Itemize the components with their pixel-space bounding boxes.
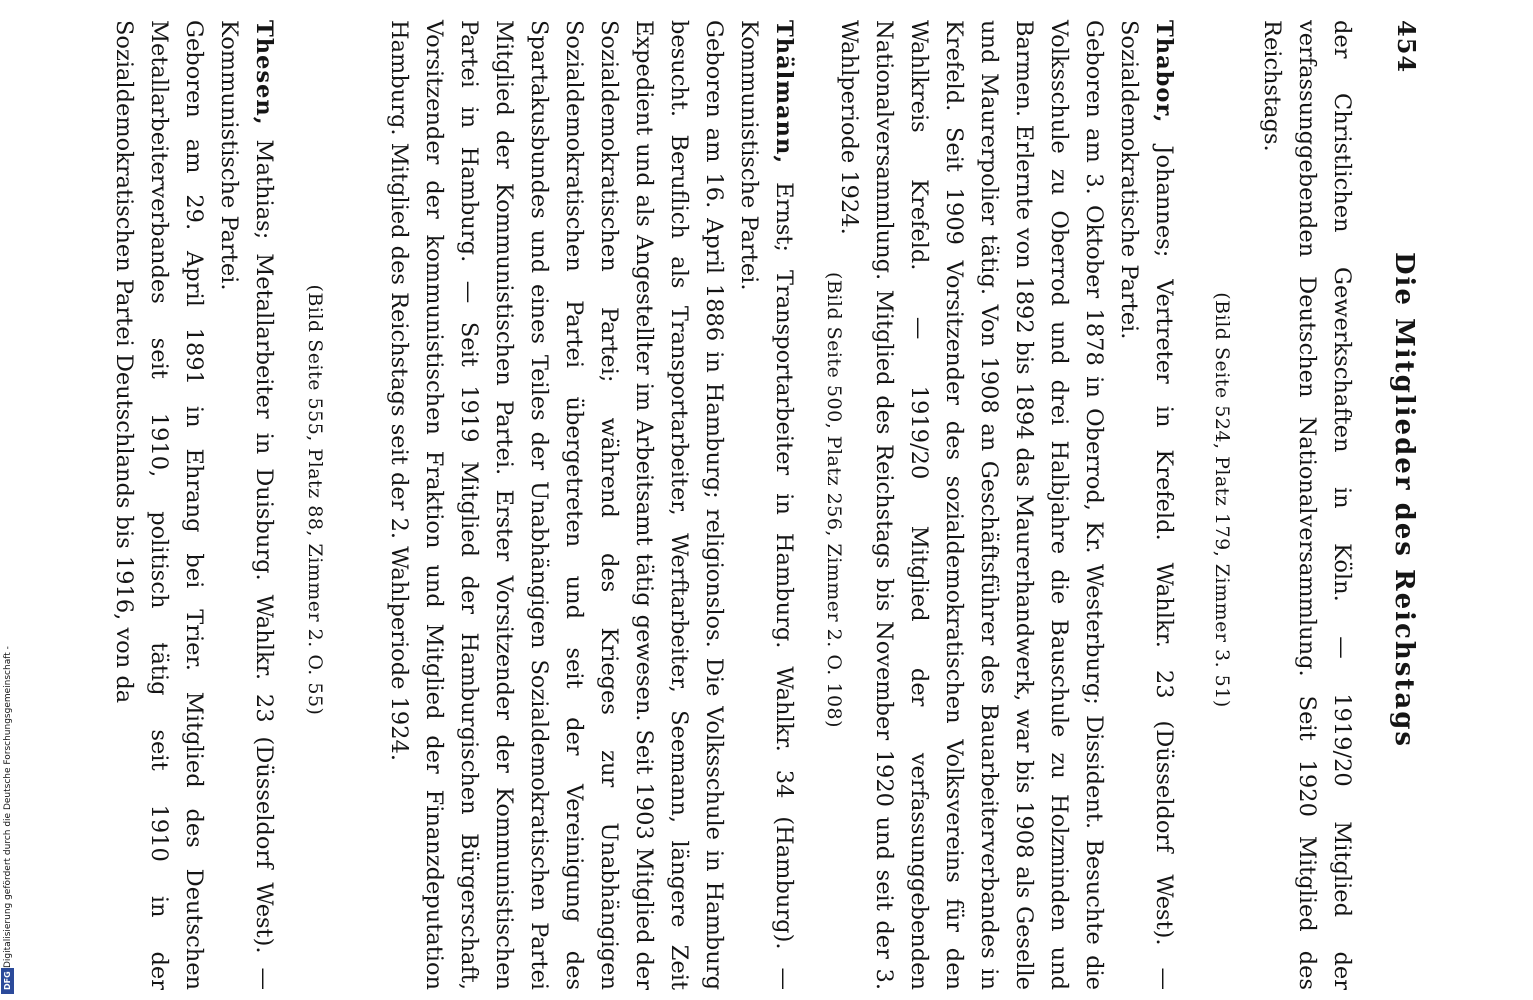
entry-body: Geboren am 3. Oktober 1878 in Oberrod, Kr. Westerburg; Dissident. Besuchte die Volksschule zu Oberrod und drei Halbjahre die Bauschule zu Holzminden und Barmen. Erlernte von 1892 bis 1894 das Maurerhandwerk, war bis 1908 als Geselle und Maurerpolier tätig. Von 1908 an Geschäftsführer des Bauarbeiterverbandes in Krefeld. Seit 1909 Vorsitzender des sozialdemokratischen Volksvereins für den Wahlkreis Krefeld. — 1919/20 Mitglied der verfassunggebenden Nationalversammlung. Mitglied des Reichstags bis November 1920 und seit der 3. Wahlperiode 1924. — [836, 20, 1107, 990]
carryover-photo-reference: (Bild Seite 524, Platz 179, Zimmer 3. 51) — [1211, 292, 1233, 708]
entry-heading: Johannes; Vertreter in Krefeld. Wahlkr. 23 (Düsseldorf West). — Sozialdemokratische Partei. — [1116, 20, 1177, 990]
entry-thesen — [106, 20, 281, 990]
entry-name: Thabor, — [1151, 20, 1177, 124]
entry-name: Thälmann, — [771, 20, 797, 165]
carryover-paragraph: der Christlichen Gewerkschaften in Köln. — 1919/20 Mitglied der verfassunggebenden Deutschen Nationalversammlung. Seit 1920 Mitglied des Reichstags. — [1259, 20, 1355, 990]
entry-body: Geboren am 29. April 1891 in Ehrang bei Trier. Mitglied des Deutschen Metallarbeiterverbandes seit 1910, politisch tätig seit 1910 in der Sozialdemokratischen Partei Deutschlands bis 1916, von da — [111, 20, 207, 990]
running-title: Die Mitglieder des Reichstags — [1389, 251, 1419, 749]
entry-heading: Mathias; Metallarbeiter in Duisburg. Wahlkr. 23 (Düsseldorf West). — Kommunistische Partei. — [216, 20, 277, 990]
entry-thabor — [831, 20, 1181, 990]
dfg-logo: DFG — [1, 968, 14, 994]
entry-photo-reference: (Bild Seite 500, Platz 256, Zimmer 2. O. 108) — [823, 271, 845, 729]
page-header — [1371, 0, 1431, 1000]
sponsor-note: Digitalisierung gefördert durch die Deutsche Forschungsgemeinschaft - — [3, 646, 13, 968]
entry-thaelmann — [381, 20, 801, 990]
entry-photo-reference: (Bild Seite 555, Platz 88, Zimmer 2. O. 55) — [304, 284, 326, 716]
sponsor-strip — [2, 600, 14, 1000]
page-number: 454 — [1392, 20, 1421, 74]
entry-heading: Ernst; Transportarbeiter in Hamburg. Wahlkr. 34 (Hamburg). — Kommunistische Partei. — [736, 20, 797, 990]
entry-name: Thesen, — [251, 20, 277, 126]
rotated-printed-page — [91, 0, 1431, 1000]
entry-body: Geboren am 16. April 1886 in Hamburg; religionslos. Die Volksschule in Hamburg besucht. Beruflich als Transportarbeiter, Werftarbeiter, Seemann, längere Zeit Expedient und als Angestellter im Arbeitsamt tätig gewesen. Seit 1903 Mitglied der Sozialdemokratischen Partei; während des Krieges zur Unabhängigen Sozialdemokratischen Partei übergetreten und seit der Vereinigung des Spartakusbundes und eines Teiles der Unabhängigen Sozialdemokratischen Partei Mitglied der Kommunistischen Partei. Erster Vorsitzender der Kommunistischen Partei in Hamburg. — Seit 1919 Mitglied der Hamburgischen Bürgerschaft, Vorsitzender der kommunistischen Fraktion und Mitglied der Finanzdeputation Hamburg. Mitglied des Reichstags seit der 2. Wahlperiode 1924. — [386, 20, 727, 990]
